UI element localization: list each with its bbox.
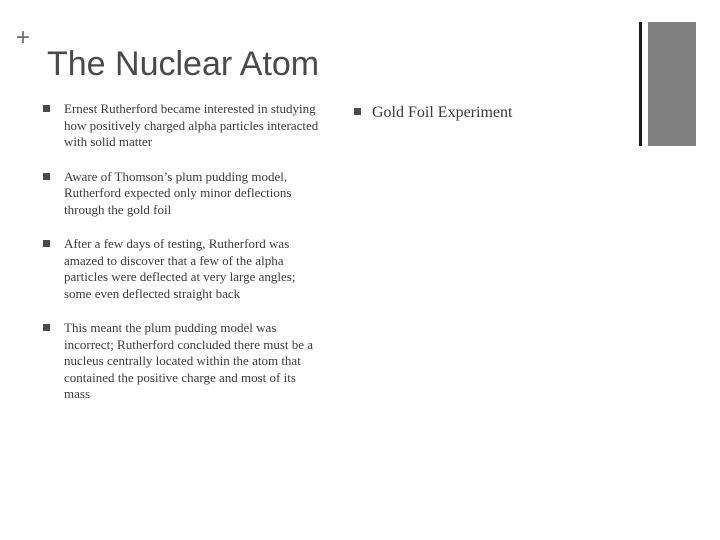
bullet-text: Aware of Thomson’s plum pudding model, Rutherford expected only minor deflections through the gold foil	[64, 168, 292, 217]
bullet-text: Ernest Rutherford became interested in studying how positively charged alpha particles interacted with solid matter	[64, 101, 319, 149]
bullet-text: Gold Foil Experiment	[372, 104, 513, 121]
square-bullet-icon	[43, 173, 50, 180]
bullet-item	[354, 103, 614, 123]
bullet-item	[40, 101, 325, 151]
accent-bar-thick	[648, 22, 696, 146]
square-bullet-icon	[43, 324, 50, 331]
bullet-item	[40, 236, 325, 302]
slide-title: The Nuclear Atom	[47, 45, 320, 83]
bullet-text: This meant the plum pudding model was incorrect; Rutherford concluded there must be a nucleus centrally located within the atom that contained the positive charge and most of its mass	[64, 320, 314, 401]
right-bullet-list	[354, 103, 614, 141]
square-bullet-icon	[43, 240, 50, 247]
square-bullet-icon	[354, 108, 361, 115]
bullet-item	[40, 320, 325, 403]
square-bullet-icon	[43, 105, 50, 112]
bullet-text: After a few days of testing, Rutherford was amazed to discover that a few of the alpha particles were deflected at very large angles; some even deflected straight back	[64, 236, 296, 301]
accent-bar-thin	[639, 22, 642, 146]
left-bullet-list	[40, 101, 325, 421]
bullet-item	[40, 169, 325, 219]
plus-icon: +	[16, 24, 31, 51]
